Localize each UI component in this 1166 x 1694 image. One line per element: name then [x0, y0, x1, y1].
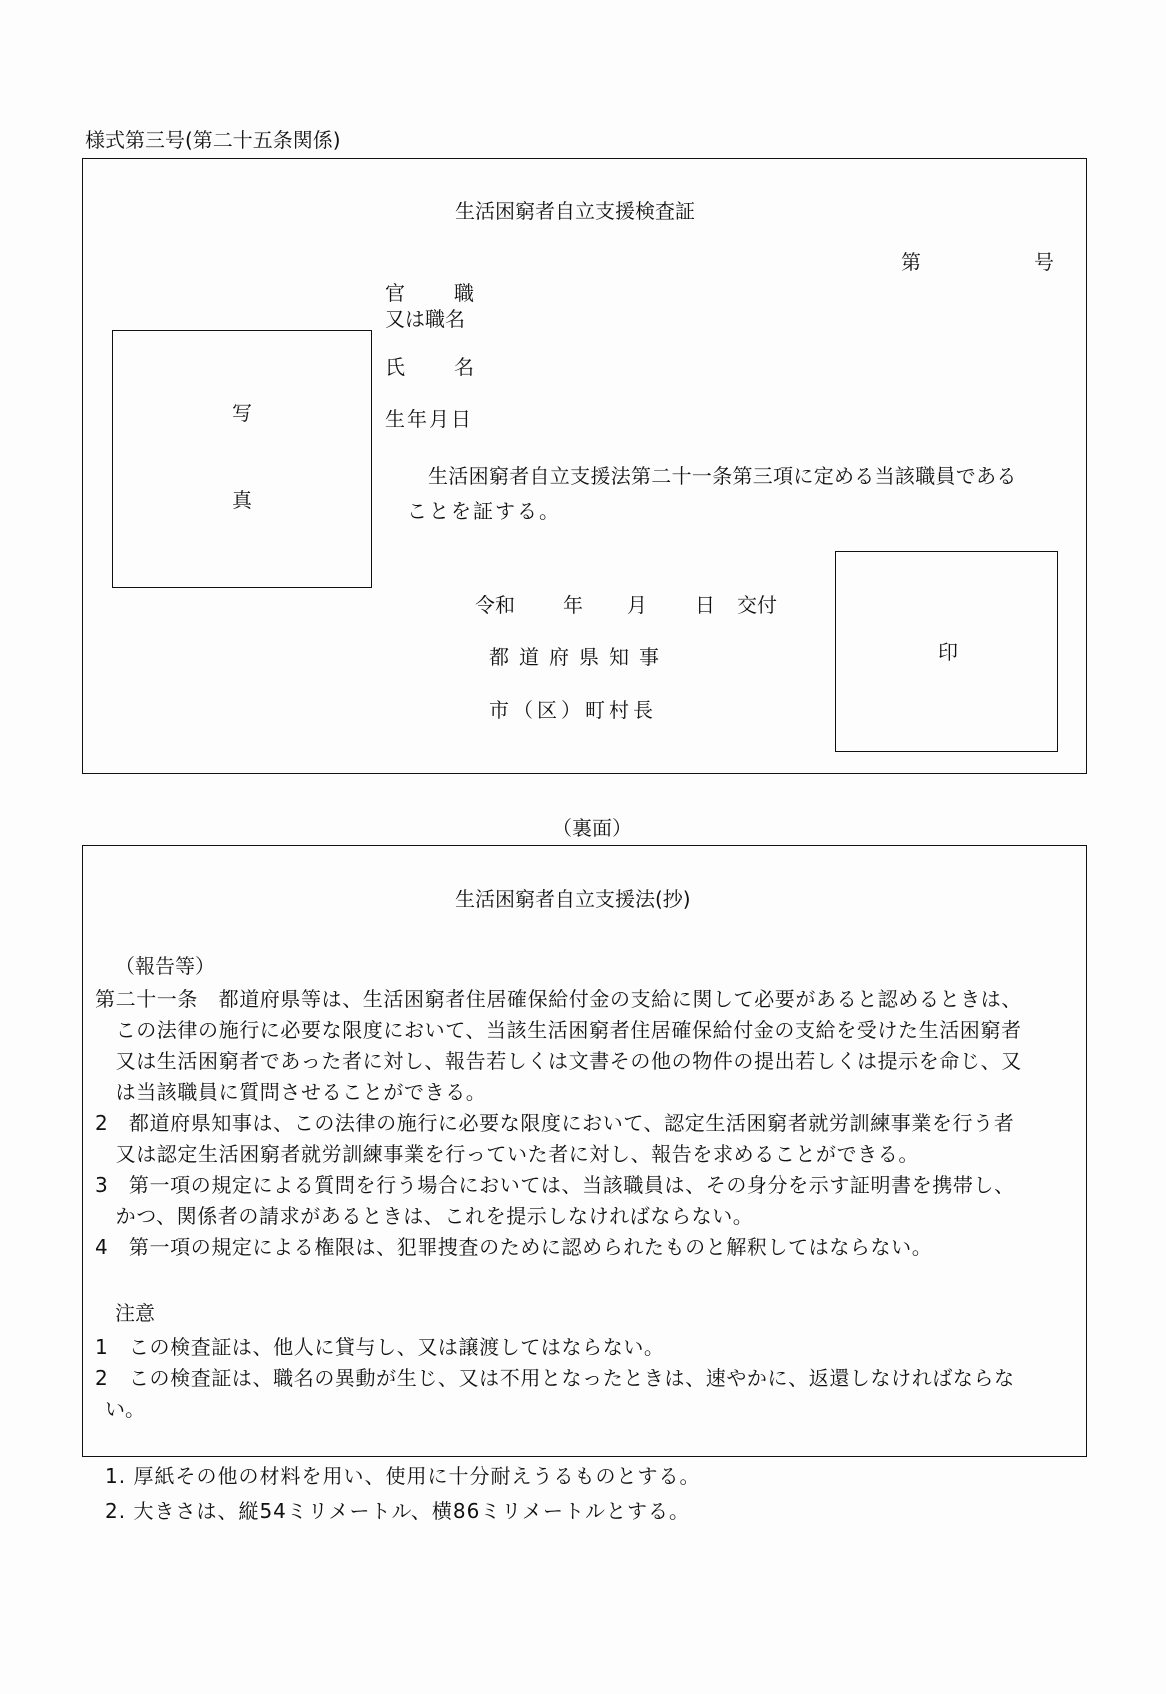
- statute-line: この法律の施行に必要な限度において、当該生活困窮者住居確保給付金の支給を受けた生活困窮者: [95, 1018, 1022, 1042]
- footnote-2: 2. 大きさは、縦54ミリメートル、横86ミリメートルとする。: [105, 1499, 690, 1523]
- number-prefix: 第: [901, 250, 921, 274]
- issuer-mayor: 市（区）町村長: [489, 698, 657, 722]
- notice-line: 2 この検査証は、職名の異動が生じ、又は不用となったときは、速やかに、返還しなければならな: [95, 1366, 1015, 1390]
- statute-line: 又は認定生活困窮者就労訓練事業を行っていた者に対し、報告を求めることができる。: [95, 1142, 919, 1166]
- label-name-a: 氏: [385, 355, 405, 379]
- section-heading: （報告等）: [115, 954, 215, 978]
- back-label: （裏面）: [552, 816, 632, 840]
- statute-line: 3 第一項の規定による質問を行う場合においては、当該職員は、その身分を示す証明書を携帯し、: [95, 1173, 1015, 1197]
- issue-era: 令和: [475, 593, 515, 617]
- footnote-1: 1. 厚紙その他の材料を用い、使用に十分耐えうるものとする。: [105, 1464, 701, 1488]
- notice-line: 1 この検査証は、他人に貸与し、又は譲渡してはならない。: [95, 1335, 665, 1359]
- notice-heading: 注意: [115, 1301, 155, 1325]
- notice-line: い。: [105, 1397, 145, 1421]
- issue-issued: 交付: [737, 593, 777, 617]
- photo-label-top: 写: [232, 401, 252, 425]
- label-position-alt: 又は職名: [385, 307, 465, 331]
- label-name-b: 名: [454, 355, 474, 379]
- label-position-b: 職: [454, 281, 474, 305]
- certification-line1: 生活困窮者自立支援法第二十一条第三項に定める当該職員である: [428, 464, 1017, 488]
- issue-day: 日: [695, 593, 715, 617]
- seal-label: 印: [938, 640, 958, 664]
- certification-line2: ことを証する。: [407, 499, 561, 523]
- photo-box: [112, 330, 372, 588]
- form-header: 様式第三号(第二十五条関係): [85, 128, 341, 152]
- issue-month: 月: [627, 593, 647, 617]
- issue-year: 年: [563, 593, 583, 617]
- label-birthdate: 生年月日: [385, 407, 473, 431]
- statute-line: は当該職員に質問させることができる。: [95, 1080, 487, 1104]
- statute-line: かつ、関係者の請求があるときは、これを提示しなければならない。: [95, 1204, 754, 1228]
- statute-line: 第二十一条 都道府県等は、生活困窮者住居確保給付金の支給に関して必要があると認めるときは、: [95, 987, 1022, 1011]
- front-title: 生活困窮者自立支援検査証: [455, 199, 695, 223]
- back-title: 生活困窮者自立支援法(抄): [455, 887, 691, 911]
- statute-line: 又は生活困窮者であった者に対し、報告若しくは文書その他の物件の提出若しくは提示を命じ、又: [95, 1049, 1022, 1073]
- statute-line: 2 都道府県知事は、この法律の施行に必要な限度において、認定生活困窮者就労訓練事業を行う者: [95, 1111, 1015, 1135]
- statute-line: 4 第一項の規定による権限は、犯罪捜査のために認められたものと解釈してはならない。: [95, 1235, 933, 1259]
- number-suffix: 号: [1034, 250, 1054, 274]
- label-position-a: 官: [385, 281, 405, 305]
- issuer-governor: 都道府県知事: [489, 645, 669, 669]
- photo-label-bottom: 真: [232, 488, 252, 512]
